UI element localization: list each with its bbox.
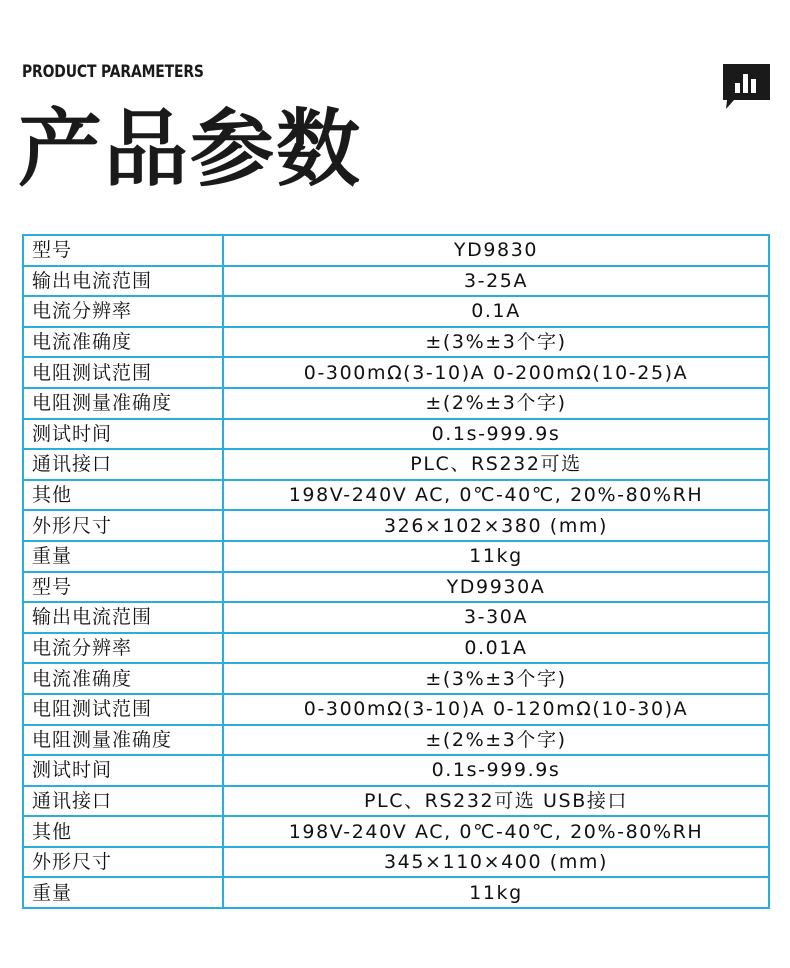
table-row: [23, 480, 769, 511]
param-value-cell: ±(3%±3个字): [223, 327, 769, 358]
section-subtitle: PRODUCT PARAMETERS: [22, 62, 204, 82]
param-name-cell: 通讯接口: [23, 449, 223, 480]
param-name-cell: 电阻测量准确度: [23, 725, 223, 756]
param-value-cell: 345×110×400 (mm): [223, 847, 769, 878]
param-value-cell: 0.1s-999.9s: [223, 419, 769, 450]
param-value-cell: 0.1A: [223, 296, 769, 327]
table-row: [23, 602, 769, 633]
table-row: [23, 725, 769, 756]
param-value-cell: 198V-240V AC, 0℃-40℃, 20%-80%RH: [223, 480, 769, 511]
table-row: [23, 572, 769, 603]
param-name-cell: 电阻测试范围: [23, 694, 223, 725]
table-row: [23, 877, 769, 908]
table-row: [23, 357, 769, 388]
table-row: [23, 786, 769, 817]
param-name-cell: 测试时间: [23, 419, 223, 450]
table-row: [23, 816, 769, 847]
param-value-cell: ±(2%±3个字): [223, 725, 769, 756]
table-row: [23, 327, 769, 358]
param-name-cell: 输出电流范围: [23, 602, 223, 633]
param-value-cell: PLC、RS232可选 USB接口: [223, 786, 769, 817]
parameters-table-body: [23, 235, 769, 908]
parameters-table: [22, 234, 770, 909]
param-value-cell: 3-30A: [223, 602, 769, 633]
table-row: [23, 694, 769, 725]
badge-bar-3: [751, 79, 756, 93]
param-name-cell: 重量: [23, 877, 223, 908]
table-row: [23, 633, 769, 664]
param-value-cell: YD9830: [223, 235, 769, 266]
badge-bar-2: [743, 74, 748, 93]
param-value-cell: 0.1s-999.9s: [223, 755, 769, 786]
param-name-cell: 电流准确度: [23, 327, 223, 358]
table-row: [23, 266, 769, 297]
param-value-cell: ±(2%±3个字): [223, 388, 769, 419]
param-name-cell: 其他: [23, 816, 223, 847]
table-row: [23, 755, 769, 786]
badge-bar-1: [735, 83, 740, 93]
param-name-cell: 外形尺寸: [23, 510, 223, 541]
param-name-cell: 输出电流范围: [23, 266, 223, 297]
param-name-cell: 电阻测量准确度: [23, 388, 223, 419]
param-value-cell: YD9930A: [223, 572, 769, 603]
param-name-cell: 外形尺寸: [23, 847, 223, 878]
param-name-cell: 电阻测试范围: [23, 357, 223, 388]
table-row: [23, 419, 769, 450]
bar-chart-icon: [723, 64, 770, 109]
table-row: [23, 235, 769, 266]
param-value-cell: 3-25A: [223, 266, 769, 297]
param-value-cell: ±(3%±3个字): [223, 663, 769, 694]
param-name-cell: 型号: [23, 572, 223, 603]
param-name-cell: 通讯接口: [23, 786, 223, 817]
table-row: [23, 449, 769, 480]
param-name-cell: 电流分辨率: [23, 296, 223, 327]
param-value-cell: 0.01A: [223, 633, 769, 664]
param-value-cell: 198V-240V AC, 0℃-40℃, 20%-80%RH: [223, 816, 769, 847]
table-row: [23, 847, 769, 878]
param-value-cell: 11kg: [223, 877, 769, 908]
param-name-cell: 重量: [23, 541, 223, 572]
param-name-cell: 测试时间: [23, 755, 223, 786]
param-value-cell: 0-300mΩ(3-10)A 0-200mΩ(10-25)A: [223, 357, 769, 388]
param-name-cell: 其他: [23, 480, 223, 511]
param-value-cell: PLC、RS232可选: [223, 449, 769, 480]
param-name-cell: 型号: [23, 235, 223, 266]
table-row: [23, 388, 769, 419]
param-name-cell: 电流准确度: [23, 663, 223, 694]
table-row: [23, 663, 769, 694]
param-value-cell: 326×102×380 (mm): [223, 510, 769, 541]
param-value-cell: 0-300mΩ(3-10)A 0-120mΩ(10-30)A: [223, 694, 769, 725]
param-value-cell: 11kg: [223, 541, 769, 572]
table-row: [23, 510, 769, 541]
page-title: 产品参数: [18, 100, 363, 198]
table-row: [23, 296, 769, 327]
param-name-cell: 电流分辨率: [23, 633, 223, 664]
table-row: [23, 541, 769, 572]
